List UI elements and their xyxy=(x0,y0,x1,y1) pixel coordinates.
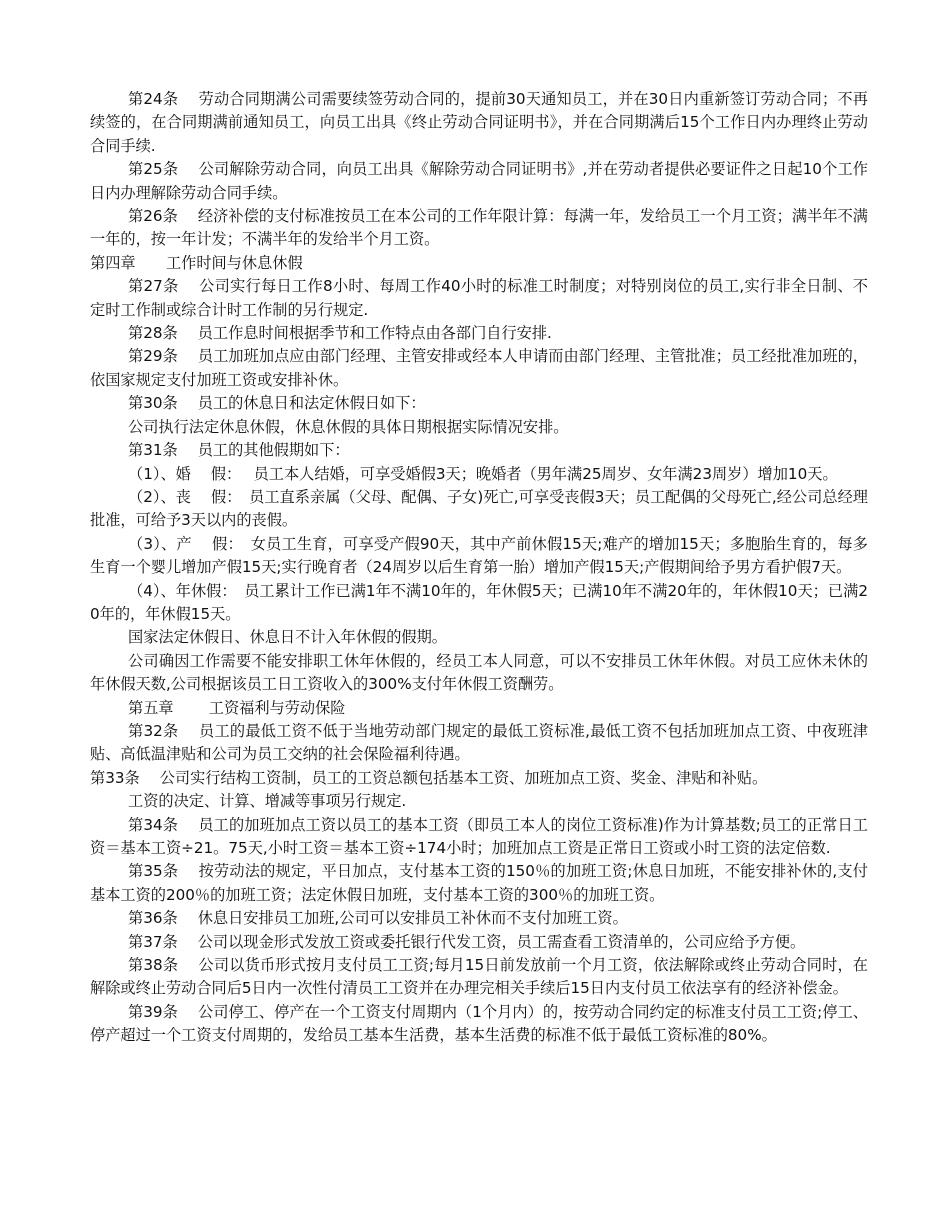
article-36: 第36条 休息日安排员工加班,公司可以安排员工补休而不支付加班工资。 xyxy=(128,909,628,928)
article-26: 第26条 经济补偿的支付标准按员工在本公司的工作年限计算：每满一年，发给员工一个月工资；满半年不满一年的，按一年计发；不满半年的发给半个月工资。 xyxy=(90,207,868,249)
article-34: 第34条 员工的加班加点工资以员工的基本工资（即员工本人的岗位工资标准)作为计算基数;员工的正常日工资＝基本工资÷21。75天,小时工资＝基本工资÷174小时；加班加点工资是正常日工资或小时工资的法定倍数. xyxy=(90,815,868,857)
article-31: 第31条 员工的其他假期如下： xyxy=(128,441,350,460)
article-29: 第29条 员工加班加点应由部门经理、主管安排或经本人申请而由部门经理、主管批准；员工经批准加班的，依国家规定支付加班工资或安排补休。 xyxy=(90,347,868,389)
annual-leave-note: 国家法定休假日、休息日不计入年休假的假期。 xyxy=(128,628,447,647)
article-38: 第38条 公司以货币形式按月支付员工工资;每月15日前发放前一个月工资，依法解除或终止劳动合同时，在解除或终止劳动合同后5日内一次性付清员工工资并在办理完相关手续后15日内支付员工依法享有的经济补偿金。 xyxy=(90,956,868,998)
article-35: 第35条 按劳动法的规定，平日加点，支付基本工资的150％的加班工资;休息日加班，不能安排补休的,支付基本工资的200％的加班工资；法定休假日加班，支付基本工资的300％的加班工资。 xyxy=(90,862,868,904)
chapter-5-heading: 第五章 工资福利与劳动保险 xyxy=(128,698,346,717)
leave-item-annual: （4）、年休假： 员工累计工作已满1年不满10年的，年休假5天；已满10年不满20年的，年休假10天；已满20年的，年休假15天。 xyxy=(90,581,868,623)
article-33: 第33条 公司实行结构工资制，员工的工资总额包括基本工资、加班加点工资、奖金、津贴和补贴。 xyxy=(90,768,768,787)
article-32: 第32条 员工的最低工资不低于当地劳动部门规定的最低工资标准,最低工资不包括加班加点工资、中夜班津贴、高低温津贴和公司为员工交纳的社会保险福利待遇。 xyxy=(90,721,868,764)
article-39: 第39条 公司停工、停产在一个工资支付周期内（1个月内）的，按劳动合同约定的标准支付员工工资;停工、停产超过一个工资支付周期的，发给员工基本生活费，基本生活费的标准不低于最低工资标准的80%。 xyxy=(90,1002,868,1045)
article-24: 第24条 劳动合同期满公司需要续签劳动合同的，提前30天通知员工，并在30日内重新签订劳动合同；不再续签的，在合同期满前通知员工，向员工出具《终止劳动合同证明书》，并在合同期满后15个工作日内办理终止劳动合同手续. xyxy=(90,90,868,155)
article-30: 第30条 员工的休息日和法定休假日如下： xyxy=(128,394,426,413)
leave-item-maternity: （3）、产 假： 女员工生育，可享受产假90天，其中产前休假15天;难产的增加15天；多胞胎生育的，每多生育一个婴儿增加产假15天;实行晚育者（24周岁以后生育第一胎）增加产假15天;产假期间给予男方看护假7天。 xyxy=(90,534,868,577)
chapter-4-heading: 第四章 工作时间与休息休假 xyxy=(90,253,303,272)
article-33-body: 工资的决定、计算、增减等事项另行规定. xyxy=(128,792,407,811)
article-27: 第27条 公司实行每日工作8小时、每周工作40小时的标准工时制度；对特别岗位的员工,实行非全日制、不定时工作制或综合计时工作制的另行规定. xyxy=(90,277,868,319)
article-25: 第25条 公司解除劳动合同，向员工出具《解除劳动合同证明书》,并在劳动者提供必要证件之日起10个工作日内办理解除劳动合同手续。 xyxy=(90,160,868,202)
article-37: 第37条 公司以现金形式发放工资或委托银行代发工资，员工需查看工资清单的，公司应给予方便。 xyxy=(128,932,806,951)
article-30-body: 公司执行法定休息休假，休息休假的具体日期根据实际情况安排。 xyxy=(128,417,569,436)
article-28: 第28条 员工作息时间根据季节和工作特点由各部门自行安排. xyxy=(128,324,552,343)
annual-leave-pay: 公司确因工作需要不能安排职工休年休假的，经员工本人同意，可以不安排员工休年休假。对员工应休未休的年休假天数,公司根据该员工日工资收入的300%支付年休假工资酬劳。 xyxy=(90,651,868,694)
leave-item-bereavement: （2）、丧 假： 员工直系亲属（父母、配偶、子女)死亡,可享受丧假3天；员工配偶的父母死亡,经公司总经理批准，可给予3天以内的丧假。 xyxy=(90,487,868,530)
leave-item-marriage: （1）、婚 假： 员工本人结婚，可享受婚假3天；晚婚者（男年满25周岁、女年满23周岁）增加10天。 xyxy=(128,464,838,483)
